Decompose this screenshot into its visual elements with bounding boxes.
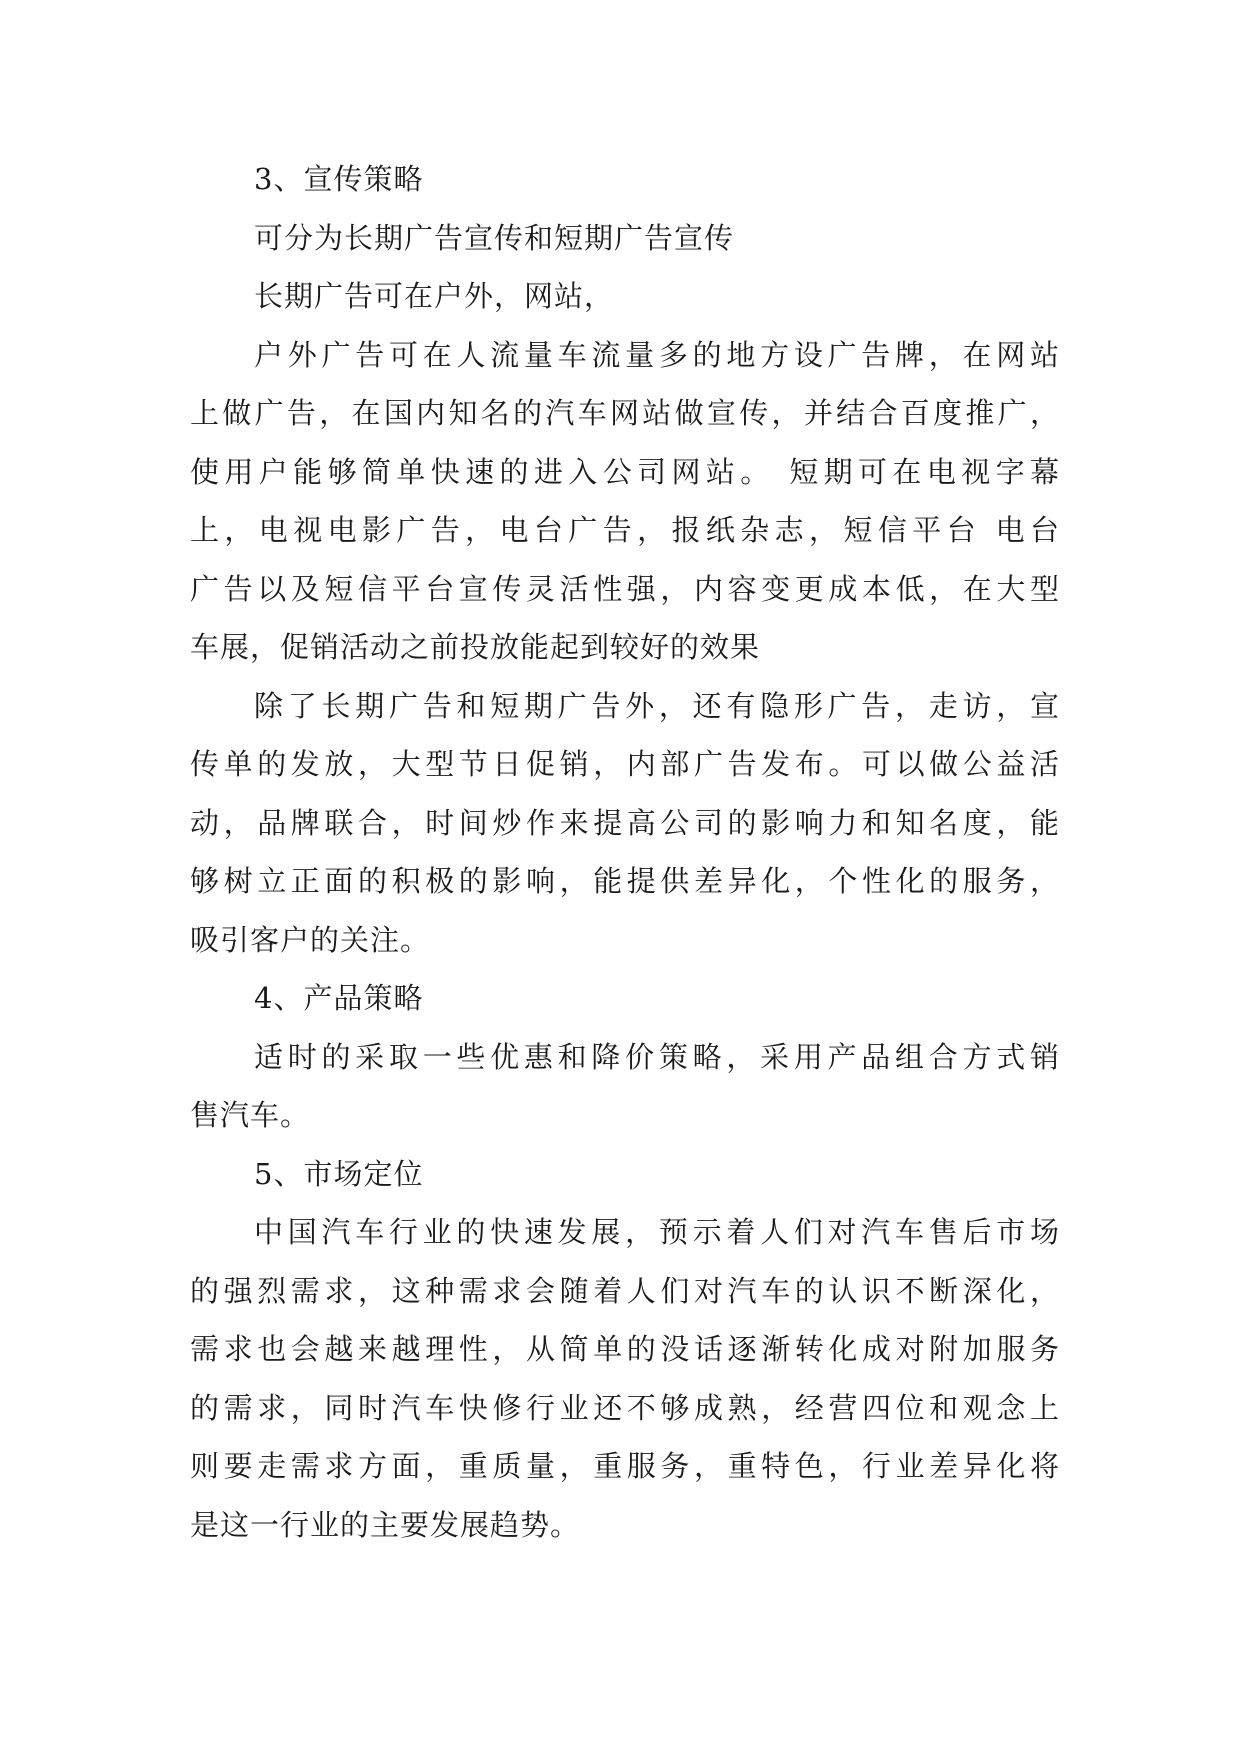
- text-line: 中国汽车行业的快速发展，预示着人们对汽车售后市场: [254, 1215, 1060, 1249]
- text-line: 长期广告可在户外，网站，: [254, 279, 615, 313]
- text-line: 上做广告，在国内知名的汽车网站做宣传，并结合百度推广，: [190, 396, 1060, 430]
- text-line: 户外广告可在人流量车流量多的地方设广告牌，在网站: [254, 337, 1060, 372]
- text-line: 广告以及短信平台宣传灵活性强，内容变更成本低，在大型: [190, 571, 1060, 606]
- text-line: 是这一行业的主要发展趋势。: [190, 1507, 581, 1542]
- text-line: 售汽车。: [190, 1098, 311, 1132]
- text-line: 的需求，同时汽车快修行业还不够成熟，经营四位和观念上: [190, 1390, 1060, 1425]
- document-body: [190, 150, 1060, 1554]
- text-line: 4、产品策略: [254, 981, 424, 1015]
- text-line: 需求也会越来越理性，从简单的没话逐渐转化成对附加服务: [190, 1332, 1060, 1366]
- text-line: 吸引客户的关注。: [190, 922, 431, 957]
- text-line: 除了长期广告和短期广告外，还有隐形广告，走访，宣: [254, 688, 1060, 723]
- text-line: 适时的采取一些优惠和降价策略，采用产品组合方式销: [254, 1039, 1060, 1074]
- text-line: 传单的发放，大型节日促销，内部广告发布。可以做公益活: [190, 747, 1060, 781]
- text-line: 则要走需求方面，重质量，重服务，重特色，行业差异化将: [190, 1449, 1060, 1483]
- text-line: 5、市场定位: [254, 1156, 424, 1191]
- text-line: 使用户能够简单快速的进入公司网站。 短期可在电视字幕: [190, 454, 1060, 489]
- text-line: 可分为长期广告宣传和短期广告宣传: [254, 220, 735, 255]
- text-line: 上，电视电影广告，电台广告，报纸杂志，短信平台 电台: [190, 513, 1060, 547]
- text-line: 够树立正面的积极的影响，能提供差异化，个性化的服务，: [190, 864, 1060, 898]
- text-line: 车展，促销活动之前投放能起到较好的效果: [190, 630, 761, 664]
- text-line: 动，品牌联合，时间炒作来提高公司的影响力和知名度，能: [190, 805, 1060, 840]
- text-line: 的强烈需求，这种需求会随着人们对汽车的认识不断深化，: [190, 1273, 1060, 1308]
- text-line: 3、宣传策略: [254, 162, 424, 196]
